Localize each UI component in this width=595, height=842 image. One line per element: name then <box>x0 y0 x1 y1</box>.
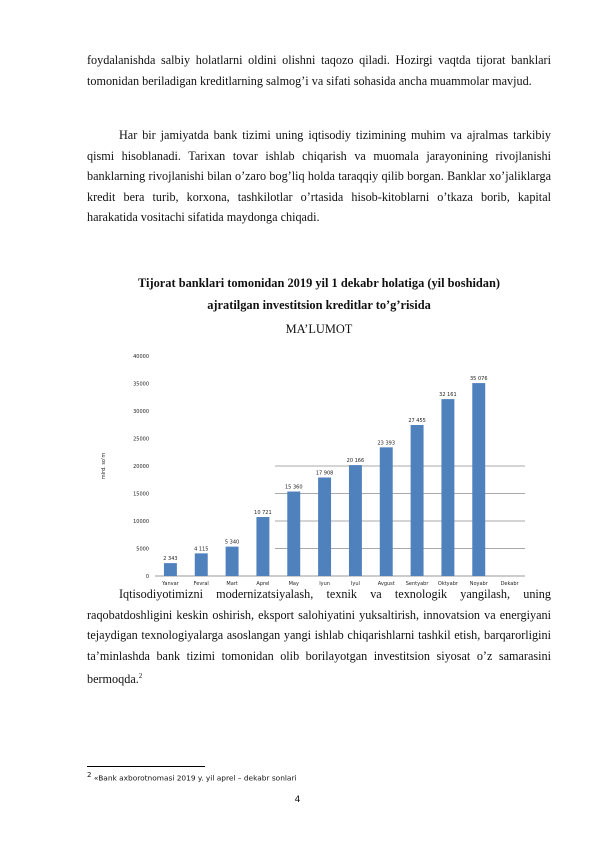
bar-noyabr <box>472 383 485 576</box>
footnote-text: «Bank axborotnomasi 2019 y. yil aprel – dekabr sonlari <box>93 773 297 783</box>
data-label: 27 455 <box>408 417 426 424</box>
data-label: 4 115 <box>194 546 209 553</box>
footnote-separator <box>87 766 205 767</box>
investment-credit-bar-chart <box>95 346 535 586</box>
x-tick-label: May <box>288 581 299 586</box>
y-tick-label: 30000 <box>133 409 149 415</box>
paragraph-3 <box>87 584 551 690</box>
footnote-mark: 2 <box>87 771 92 779</box>
y-tick-label: 40000 <box>133 354 149 360</box>
chart-title-line-2: ajratilgan investitsion kreditlar to’g’risida <box>207 298 431 312</box>
y-axis-label: mlrd. so'm <box>101 452 107 480</box>
data-label: 23 393 <box>377 440 395 447</box>
bar-aprel <box>256 517 269 576</box>
y-tick-label: 15000 <box>133 491 149 498</box>
data-label: 2 343 <box>163 556 178 563</box>
x-tick-label: Dekabr <box>500 581 519 586</box>
y-tick-label: 10000 <box>133 519 149 525</box>
x-tick-label: Mart <box>226 581 238 586</box>
y-tick-label: 0 <box>145 574 149 580</box>
bar-iyun <box>318 478 331 576</box>
paragraph-1: foydalanishda salbiy holatlarni oldini olishni taqozo qiladi. Hozirgi vaqtda tijorat banklari tomonidan beriladigan kreditlarning salmog’i va sifati sohasida ancha muammolar mavjud. <box>87 53 551 88</box>
y-tick-label: 5000 <box>136 546 149 553</box>
y-tick-label: 20000 <box>133 464 149 470</box>
data-label: 5 340 <box>224 539 240 546</box>
x-tick-label: Iyun <box>319 581 330 586</box>
bar-iyul <box>349 465 362 576</box>
x-tick-label: Iyul <box>350 581 360 586</box>
bar-may <box>287 492 300 576</box>
paragraph-3-text: Iqtisodiyotimizni modernizatsiyalash, texnik va texnologik yangilash, uning raqobatdoshligini keskin oshirish, eksport salohiyatini yuksaltirish, innovatsion va energiyani tejaydigan texnologiyalarga asoslangan yangi ishlab chiqarishlarni tashkil etish, barqarorligini ta’minlashda bank tizimi tomonidan olib borilayotgan investitsion siyosat o’z samarasini bermoqda. <box>87 587 551 687</box>
data-label: 10 721 <box>254 510 272 517</box>
data-label: 17 908 <box>315 470 334 477</box>
y-tick-label: 35000 <box>133 381 149 388</box>
footnote-reference: 2 <box>138 672 143 681</box>
x-tick-label: Avgust <box>377 581 395 586</box>
data-label: 35 076 <box>470 376 488 383</box>
bar-yanvar <box>164 563 177 576</box>
bar-sentyabr <box>411 425 424 576</box>
bar-fevral <box>195 553 208 576</box>
footnote <box>87 771 297 782</box>
x-tick-label: Fevral <box>193 581 209 586</box>
x-tick-label: Sentyabr <box>405 581 429 586</box>
x-tick-label: Oktyabr <box>437 581 458 586</box>
bar-avgust <box>380 447 393 576</box>
data-label: 15 360 <box>285 484 303 491</box>
data-label: 32 161 <box>439 392 457 399</box>
y-tick-label: 25000 <box>133 436 149 443</box>
page-number: 4 <box>294 795 301 805</box>
bar-oktyabr <box>441 399 454 576</box>
data-label: 20 166 <box>346 458 365 465</box>
bar-mart <box>226 547 239 576</box>
chart-subtitle: MA’LUMOT <box>285 322 353 336</box>
x-tick-label: Noyabr <box>469 581 488 586</box>
chart-title-line-1: Tijorat banklari tomonidan 2019 yil 1 dekabr holatiga (yil boshidan) <box>137 276 501 290</box>
paragraph-2: Har bir jamiyatda bank tizimi uning iqtisodiy tizimining muhim va ajralmas tarkibiy qismi hisoblanadi. Tarixan tovar ishlab chiqarish va muomala jarayonining rivojlanishi banklarning rivojlanishi bilan o’zaro bog’liq holda taraqqiy qilib borgan. Banklar xo’jaliklarga kredit bera turib, korxona, tashkilotlar o’rtasida hisob-kitoblarni o’tkaza borib, kapital harakatida vositachi sifatida maydonga chiqadi. <box>87 128 551 225</box>
x-tick-label: Aprel <box>256 581 270 586</box>
x-tick-label: Yanvar <box>162 581 179 586</box>
